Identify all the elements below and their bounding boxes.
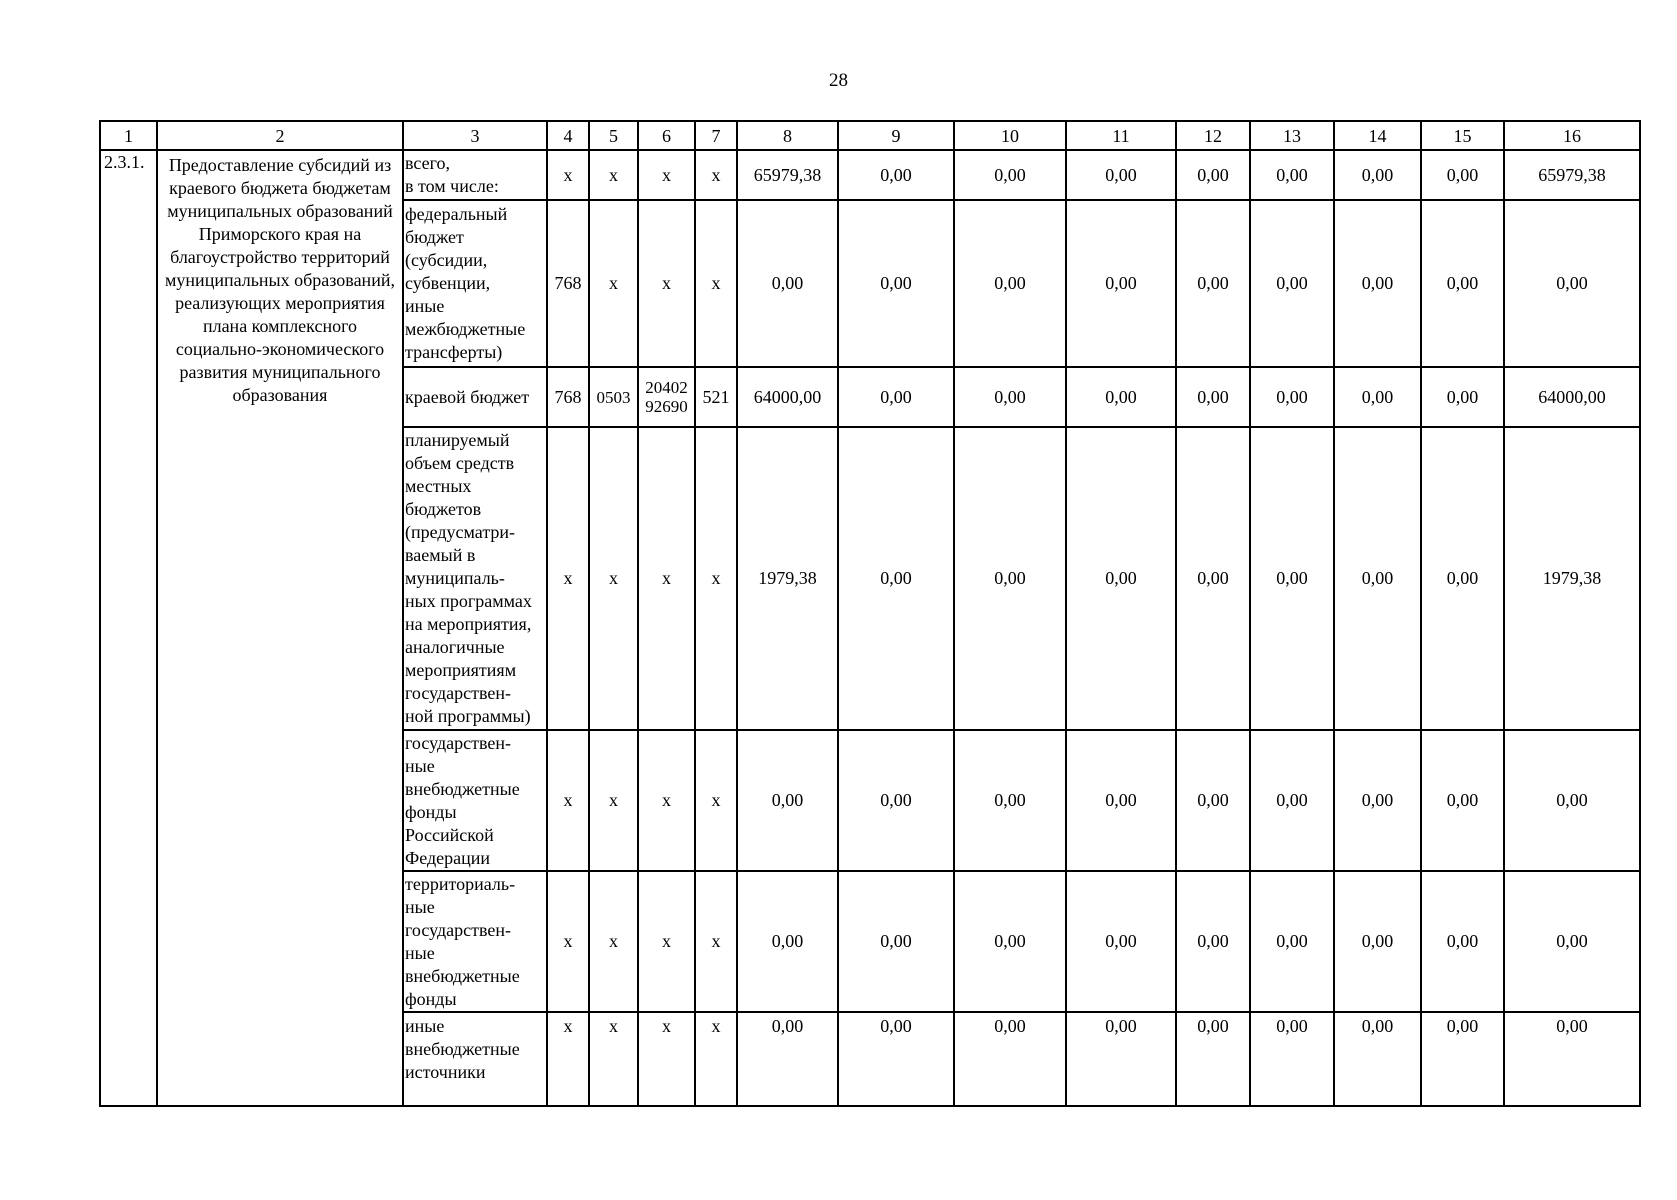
cell-value: 0,00 xyxy=(1066,871,1176,1012)
cell-value: 0,00 xyxy=(1066,200,1176,367)
cell-value: 0,00 xyxy=(1250,200,1334,367)
cell-value: 0,00 xyxy=(1504,200,1640,367)
cell-c4: 768 xyxy=(547,200,589,367)
funding-source: федеральный бюджет (субсидии, субвенции, иные межбюджетные трансферты) xyxy=(403,200,547,367)
cell-c7: x xyxy=(695,1012,737,1106)
funding-source: краевой бюджет xyxy=(403,367,547,427)
cell-c7: x xyxy=(695,150,737,200)
cell-c4: 768 xyxy=(547,367,589,427)
column-number: 5 xyxy=(589,121,638,150)
cell-value: 0,00 xyxy=(1504,1012,1640,1106)
column-number: 6 xyxy=(638,121,695,150)
column-number: 3 xyxy=(403,121,547,150)
column-number-row xyxy=(100,121,1640,150)
funding-source: иные внебюджетные источники xyxy=(403,1012,547,1106)
cell-value: 0,00 xyxy=(1334,1012,1421,1106)
budget-table xyxy=(99,120,1641,1107)
cell-value: 0,00 xyxy=(1334,871,1421,1012)
cell-c7: x xyxy=(695,200,737,367)
cell-c4: x xyxy=(547,730,589,871)
cell-value: 0,00 xyxy=(1176,871,1250,1012)
cell-value: 0,00 xyxy=(737,1012,838,1106)
column-number: 8 xyxy=(737,121,838,150)
cell-c6: x xyxy=(638,730,695,871)
cell-value: 0,00 xyxy=(838,427,954,730)
cell-value: 0,00 xyxy=(1421,730,1504,871)
cell-c6: 20402 92690 xyxy=(638,367,695,427)
cell-value: 0,00 xyxy=(954,427,1066,730)
cell-value: 0,00 xyxy=(838,871,954,1012)
cell-c7: x xyxy=(695,730,737,871)
cell-c5: x xyxy=(589,1012,638,1106)
cell-value: 0,00 xyxy=(1421,871,1504,1012)
funding-source: всего, в том числе: xyxy=(403,150,547,200)
cell-value: 0,00 xyxy=(1334,367,1421,427)
cell-value: 0,00 xyxy=(1176,200,1250,367)
cell-value: 0,00 xyxy=(1334,730,1421,871)
cell-c4: x xyxy=(547,871,589,1012)
item-name: Предоставление субсидий из краевого бюджета бюджетам муниципальных образований Приморского края на благоустройство территорий муниципальных образований, реализующих мероприятия плана комплексного социально-экономического развития муниципального образования xyxy=(157,150,403,1106)
cell-value: 0,00 xyxy=(838,367,954,427)
cell-value: 0,00 xyxy=(954,730,1066,871)
column-number: 15 xyxy=(1421,121,1504,150)
cell-value: 0,00 xyxy=(1421,200,1504,367)
column-number: 13 xyxy=(1250,121,1334,150)
column-number: 11 xyxy=(1066,121,1176,150)
funding-source: планируемый объем средств местных бюджетов (предусматри- ваемый в муниципаль- ных программах на мероприятия, аналогичные мероприятиям государствен- ной программы) xyxy=(403,427,547,730)
cell-value: 0,00 xyxy=(1421,150,1504,200)
cell-value: 0,00 xyxy=(838,730,954,871)
cell-value: 0,00 xyxy=(737,200,838,367)
cell-c7: 521 xyxy=(695,367,737,427)
cell-value: 0,00 xyxy=(1066,427,1176,730)
page-number: 28 xyxy=(829,70,848,91)
cell-value: 0,00 xyxy=(1176,150,1250,200)
column-number: 2 xyxy=(157,121,403,150)
cell-c5: x xyxy=(589,871,638,1012)
cell-value: 0,00 xyxy=(954,200,1066,367)
cell-c6: x xyxy=(638,150,695,200)
column-number: 4 xyxy=(547,121,589,150)
cell-value: 0,00 xyxy=(1176,427,1250,730)
cell-value: 0,00 xyxy=(1504,871,1640,1012)
cell-value: 65979,38 xyxy=(737,150,838,200)
cell-c4: x xyxy=(547,150,589,200)
cell-value: 0,00 xyxy=(1176,730,1250,871)
cell-value: 0,00 xyxy=(1421,367,1504,427)
cell-c4: x xyxy=(547,1012,589,1106)
cell-value: 0,00 xyxy=(1066,1012,1176,1106)
cell-value: 0,00 xyxy=(1176,1012,1250,1106)
cell-c7: x xyxy=(695,427,737,730)
cell-value: 0,00 xyxy=(1334,200,1421,367)
item-code: 2.3.1. xyxy=(100,150,157,1106)
column-number: 16 xyxy=(1504,121,1640,150)
cell-c5: x xyxy=(589,200,638,367)
cell-value: 0,00 xyxy=(1250,427,1334,730)
cell-value: 0,00 xyxy=(1250,150,1334,200)
cell-value: 64000,00 xyxy=(737,367,838,427)
cell-value: 0,00 xyxy=(1066,367,1176,427)
cell-value: 0,00 xyxy=(954,1012,1066,1106)
cell-value: 0,00 xyxy=(1334,150,1421,200)
column-number: 9 xyxy=(838,121,954,150)
cell-value: 0,00 xyxy=(737,730,838,871)
cell-value: 0,00 xyxy=(838,200,954,367)
column-number: 12 xyxy=(1176,121,1250,150)
column-number: 14 xyxy=(1334,121,1421,150)
cell-value: 1979,38 xyxy=(1504,427,1640,730)
cell-value: 0,00 xyxy=(737,871,838,1012)
cell-value: 0,00 xyxy=(1250,730,1334,871)
funding-source: государствен- ные внебюджетные фонды Российской Федерации xyxy=(403,730,547,871)
column-number: 1 xyxy=(100,121,157,150)
column-number: 10 xyxy=(954,121,1066,150)
cell-value: 0,00 xyxy=(1421,427,1504,730)
cell-c5: x xyxy=(589,427,638,730)
cell-c4: x xyxy=(547,427,589,730)
cell-value: 0,00 xyxy=(1421,1012,1504,1106)
cell-value: 0,00 xyxy=(838,1012,954,1106)
cell-value: 0,00 xyxy=(954,150,1066,200)
cell-value: 0,00 xyxy=(1250,871,1334,1012)
cell-c6: x xyxy=(638,1012,695,1106)
cell-value: 0,00 xyxy=(1504,730,1640,871)
cell-c6: x xyxy=(638,200,695,367)
cell-value: 1979,38 xyxy=(737,427,838,730)
table-row-total xyxy=(100,150,1640,200)
cell-value: 64000,00 xyxy=(1504,367,1640,427)
cell-value: 65979,38 xyxy=(1504,150,1640,200)
cell-c5: 0503 xyxy=(589,367,638,427)
cell-c5: x xyxy=(589,150,638,200)
cell-value: 0,00 xyxy=(1176,367,1250,427)
column-number: 7 xyxy=(695,121,737,150)
cell-c6: x xyxy=(638,427,695,730)
cell-value: 0,00 xyxy=(1066,730,1176,871)
cell-c5: x xyxy=(589,730,638,871)
cell-value: 0,00 xyxy=(1066,150,1176,200)
cell-c6: x xyxy=(638,871,695,1012)
cell-value: 0,00 xyxy=(838,150,954,200)
cell-value: 0,00 xyxy=(1334,427,1421,730)
cell-c7: x xyxy=(695,871,737,1012)
cell-value: 0,00 xyxy=(1250,367,1334,427)
cell-value: 0,00 xyxy=(954,367,1066,427)
cell-value: 0,00 xyxy=(1250,1012,1334,1106)
funding-source: территориаль- ные государствен- ные внебюджетные фонды xyxy=(403,871,547,1012)
cell-value: 0,00 xyxy=(954,871,1066,1012)
